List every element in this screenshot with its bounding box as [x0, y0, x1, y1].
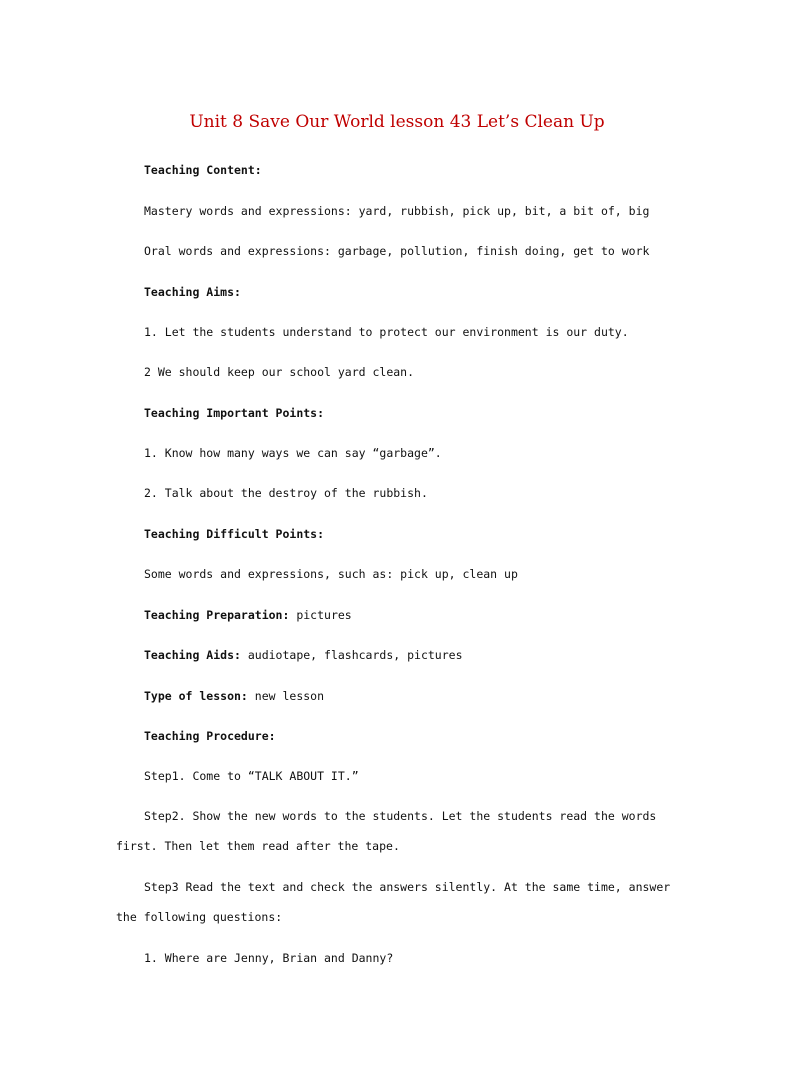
important-points-heading: Teaching Important Points:: [144, 406, 325, 420]
preparation-line: [144, 607, 352, 623]
aids-value: audiotape, flashcards, pictures: [240, 648, 463, 662]
aids-label: Teaching Aids:: [144, 648, 241, 662]
procedure-heading: Teaching Procedure:: [144, 729, 276, 743]
mastery-words: Mastery words and expressions: yard, rubbish, pick up, bit, a bit of, big: [144, 204, 650, 218]
procedure-step-1: Step1. Come to “TALK ABOUT IT.”: [144, 769, 359, 783]
difficult-points-heading: Teaching Difficult Points:: [144, 527, 325, 541]
preparation-value: pictures: [289, 608, 352, 622]
lesson-type-line: [144, 688, 324, 704]
procedure-step-3: Step3 Read the text and check the answers silently. At the same time, answer the following questions:: [116, 880, 671, 924]
teaching-aims-heading: Teaching Aims:: [144, 285, 241, 299]
important-point-2: 2. Talk about the destroy of the rubbish.: [144, 486, 428, 500]
document-title: Unit 8 Save Our World lesson 43 Let’s Clean Up: [189, 112, 605, 132]
question-1: 1. Where are Jenny, Brian and Danny?: [144, 951, 394, 965]
aim-item-2: 2 We should keep our school yard clean.: [144, 365, 415, 379]
teaching-content-heading: Teaching Content:: [144, 163, 262, 177]
difficult-points-text: Some words and expressions, such as: pick up, clean up: [144, 567, 518, 581]
lesson-type-label: Type of lesson:: [144, 689, 248, 703]
oral-words: Oral words and expressions: garbage, pollution, finish doing, get to work: [144, 244, 650, 258]
preparation-label: Teaching Preparation:: [144, 608, 290, 622]
important-point-1: 1. Know how many ways we can say “garbage”.: [144, 446, 442, 460]
lesson-type-value: new lesson: [247, 689, 325, 703]
aids-line: [144, 647, 463, 663]
procedure-step-2: Step2. Show the new words to the students. Let the students read the words first. Then let them read after the tape.: [116, 809, 657, 853]
aim-item-1: 1. Let the students understand to protect our environment is our duty.: [144, 325, 629, 339]
